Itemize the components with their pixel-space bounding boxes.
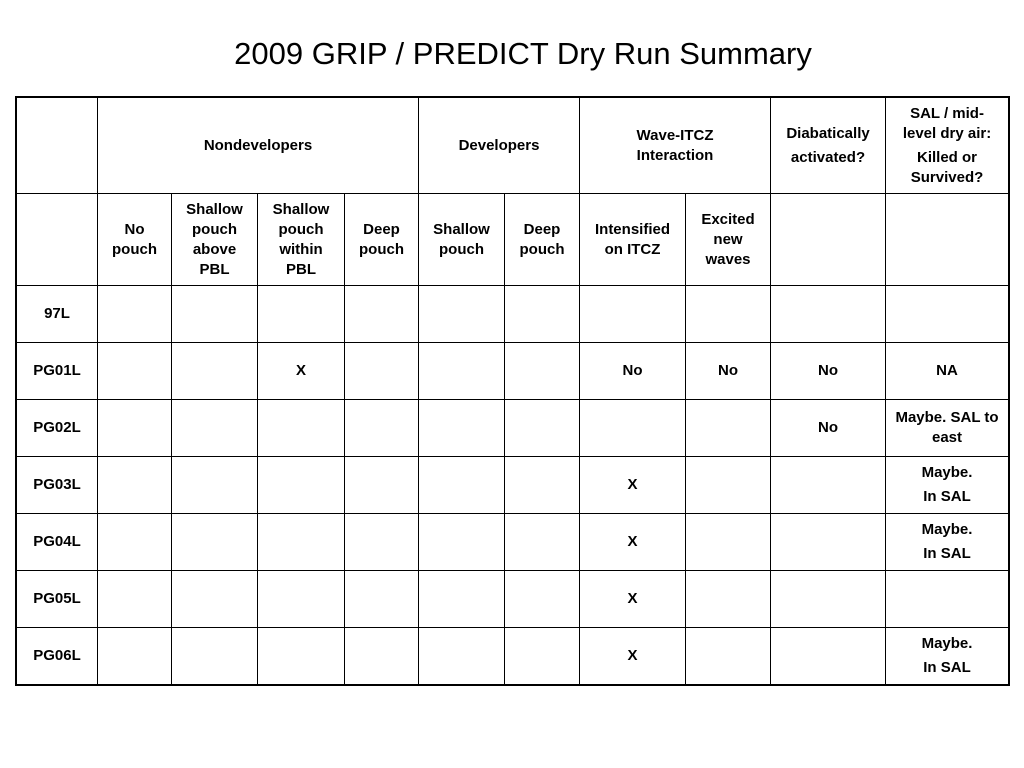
cell-line: In SAL [923,659,971,676]
subheader-line: No [124,220,145,238]
table-cell [505,514,580,571]
table-cell [419,514,505,571]
subheader-cell [172,194,258,286]
table-cell [886,457,1009,514]
subheader-line: Shallow [433,220,490,238]
table-cell [419,628,505,685]
subheader-line: pouch [278,220,324,238]
subheader-line: waves [705,250,751,268]
table-cell [172,343,258,400]
table-cell [345,400,419,457]
subheader-blank [771,194,886,286]
table-cell [771,457,886,514]
table-cell [419,571,505,628]
table-cell [771,571,886,628]
table-cell [505,400,580,457]
table-row [17,628,1009,685]
cell-line: In SAL [923,545,971,562]
table-cell [686,286,771,343]
row-label: PG02L [17,400,98,457]
table-cell: X [580,457,686,514]
table-cell [98,514,172,571]
page-title: 2009 GRIP / PREDICT Dry Run Summary [234,36,812,71]
cell-line: Maybe. [921,635,973,652]
subheader-blank [17,194,98,286]
sal-line: level dry air: [902,124,992,142]
table-cell [345,457,419,514]
table-cell [505,343,580,400]
table-cell [172,571,258,628]
table-cell [258,571,345,628]
subheader-cell [98,194,172,286]
subheader-cell [258,194,345,286]
row-label: PG06L [17,628,98,685]
cell-line: In SAL [923,488,971,505]
row-label: PG05L [17,571,98,628]
subheader-row [17,194,1009,286]
table-cell [172,628,258,685]
table-row [17,343,1009,400]
subheader-line: new [713,230,743,248]
subheader-line: Shallow [272,200,330,218]
table-cell [345,514,419,571]
subheader-line: PBL [199,260,230,278]
row-label: PG03L [17,457,98,514]
table-row [17,457,1009,514]
table-cell [258,628,345,685]
row-label: 97L [17,286,98,343]
sal-line: Killed or [917,148,978,166]
table-row [17,514,1009,571]
table-cell [686,571,771,628]
table-cell [98,286,172,343]
table-cell [886,514,1009,571]
diabatic-line: Diabatically [786,124,870,142]
table-cell: NA [886,343,1009,400]
group-header-wave-itcz [580,98,771,194]
table-cell [771,628,886,685]
table-cell [345,571,419,628]
table-cell: X [580,514,686,571]
subheader-line: within [279,240,323,258]
group-header-sal [886,98,1009,194]
group-header-nondevelopers: Nondevelopers [98,98,419,194]
sal-line: Survived? [910,168,984,186]
table-cell [172,457,258,514]
wave-itcz-line: Wave-ITCZ [636,126,714,144]
table-cell [419,400,505,457]
table-cell [686,457,771,514]
table-cell: No [580,343,686,400]
table-cell [258,514,345,571]
subheader-line: on ITCZ [604,240,661,258]
subheader-line: pouch [439,240,484,258]
row-label: PG01L [17,343,98,400]
subheader-line: Excited [701,210,755,228]
table-cell [419,343,505,400]
table-cell [505,628,580,685]
sal-line: SAL / mid- [910,104,984,122]
subheader-line: pouch [192,220,237,238]
table-cell [886,628,1009,685]
subheader-line: pouch [359,240,404,258]
table-cell [505,286,580,343]
diabatic-line: activated? [790,148,866,166]
table-cell [419,457,505,514]
table-cell [771,286,886,343]
table-cell [580,286,686,343]
table-cell [886,286,1009,343]
table-cell [98,343,172,400]
subheader-line: above [192,240,237,258]
subheader-cell [419,194,505,286]
wave-itcz-line: Interaction [636,146,714,164]
table-cell [686,514,771,571]
group-header-diabatic [771,98,886,194]
subheader-line: PBL [286,260,316,278]
subheader-line: Intensified [594,220,670,238]
table-cell [505,571,580,628]
subheader-line: pouch [519,240,565,258]
table-cell [258,457,345,514]
table-row [17,286,1009,343]
table-cell: No [686,343,771,400]
table-cell: No [771,400,886,457]
table-cell: X [580,571,686,628]
table-cell [98,571,172,628]
table-cell [505,457,580,514]
subheader-line: Deep [523,220,561,238]
table-cell [345,628,419,685]
table-cell [98,400,172,457]
table-cell [258,400,345,457]
table-cell: X [580,628,686,685]
cell-line: Maybe. [921,521,973,538]
table-cell [258,286,345,343]
table-cell: X [258,343,345,400]
subheader-line: Deep [363,220,400,238]
subheader-cell [580,194,686,286]
subheader-line: pouch [112,240,157,258]
table-cell: No [771,343,886,400]
table-cell [686,400,771,457]
table-cell [419,286,505,343]
table-cell [771,514,886,571]
table-cell [345,286,419,343]
table-cell: Maybe. SAL to east [886,400,1009,457]
corner-cell [17,98,98,194]
group-header-developers: Developers [419,98,580,194]
table-cell [172,286,258,343]
subheader-cell [345,194,419,286]
table-cell [345,343,419,400]
table-cell [686,628,771,685]
cell-line: Maybe. [921,464,973,481]
subheader-line: Shallow [186,200,243,218]
table-cell [172,514,258,571]
table-cell [886,571,1009,628]
table-cell [172,400,258,457]
subheader-cell [686,194,771,286]
table-cell [98,457,172,514]
subheader-cell [505,194,580,286]
table-cell [580,400,686,457]
row-label: PG04L [17,514,98,571]
table-cell [98,628,172,685]
summary-table [16,97,1009,685]
table-row [17,400,1009,457]
subheader-blank [886,194,1009,286]
table-row [17,571,1009,628]
group-header-row [17,98,1009,194]
